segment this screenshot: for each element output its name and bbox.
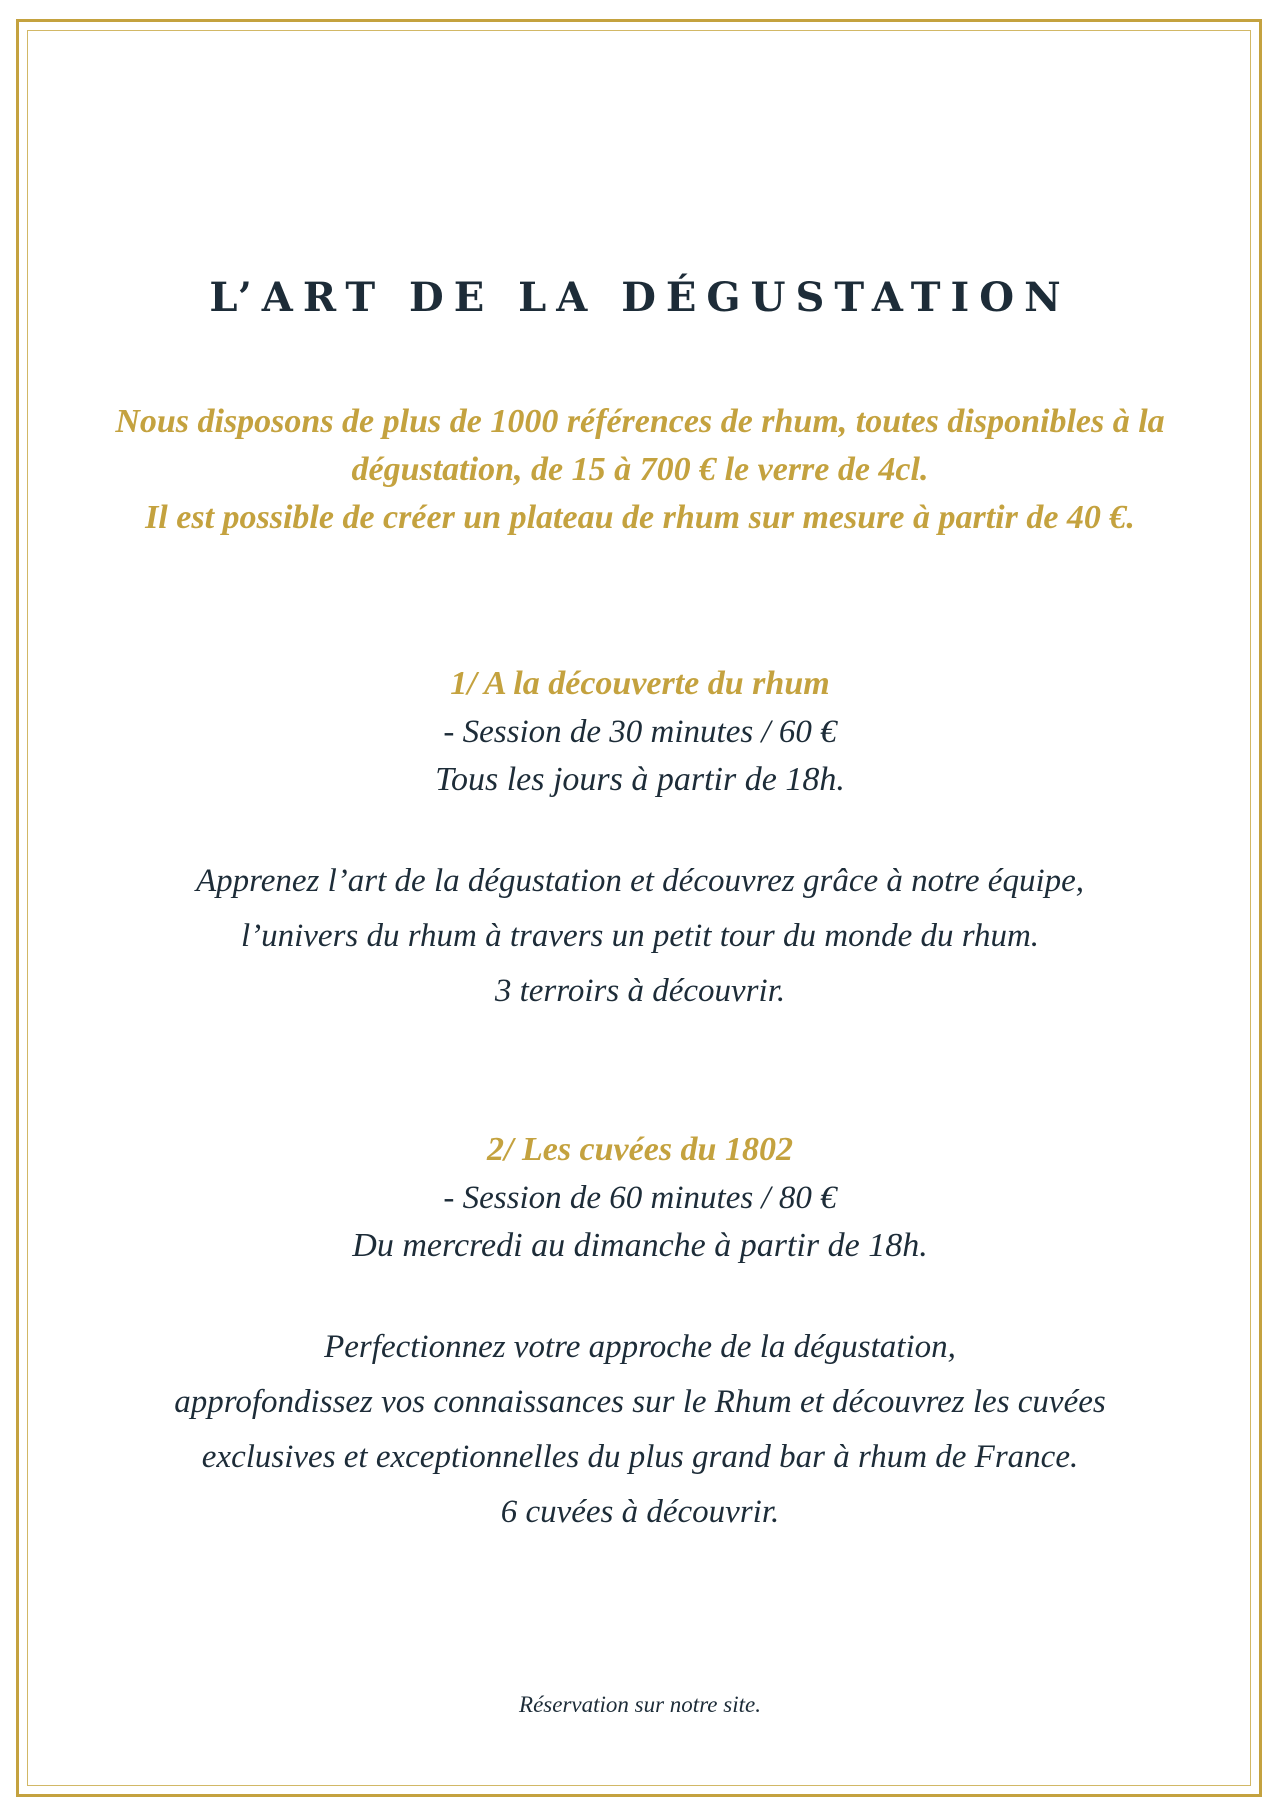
- intro-paragraph: [60, 398, 1220, 542]
- session-hours: Du mercredi au dimanche à partir de 18h.: [352, 1227, 928, 1264]
- description-line: 3 terroirs à découvrir.: [494, 973, 786, 1009]
- intro-line: Nous disposons de plus de 1000 références de rhum, toutes disponibles à la: [115, 403, 1165, 440]
- page-title: L’ART DE LA DÉGUSTATION: [209, 274, 1071, 321]
- description-line: exclusives et exceptionnelles du plus grand bar à rhum de France.: [201, 1439, 1079, 1475]
- description-line: approfondissez vos connaissances sur le Rhum et découvrez les cuvées: [174, 1384, 1106, 1420]
- section-description: [60, 854, 1220, 1019]
- intro-line: dégustation, de 15 à 700 € le verre de 4cl.: [351, 451, 929, 488]
- description-line: Apprenez l’art de la dégustation et découvrez grâce à notre équipe,: [195, 863, 1085, 899]
- session-hours: Tous les jours à partir de 18h.: [435, 761, 845, 798]
- intro-line: Il est possible de créer un plateau de rhum sur mesure à partir de 40 €.: [145, 499, 1135, 536]
- section-decouverte: [60, 660, 1220, 804]
- description-line: Perfectionnez votre approche de la dégustation,: [324, 1329, 956, 1365]
- section-heading: 2/ Les cuvées du 1802: [487, 1131, 793, 1168]
- section-description: [60, 1320, 1220, 1540]
- session-duration-price: - Session de 30 minutes / 60 €: [443, 714, 837, 750]
- reservation-note: Réservation sur notre site.: [519, 1692, 761, 1717]
- session-duration-price: - Session de 60 minutes / 80 €: [443, 1180, 837, 1216]
- description-line: l’univers du rhum à travers un petit tour du monde du rhum.: [240, 918, 1040, 954]
- description-line: 6 cuvées à découvrir.: [500, 1494, 780, 1530]
- section-heading: 1/ A la découverte du rhum: [450, 665, 830, 702]
- section-cuvees: [60, 1126, 1220, 1270]
